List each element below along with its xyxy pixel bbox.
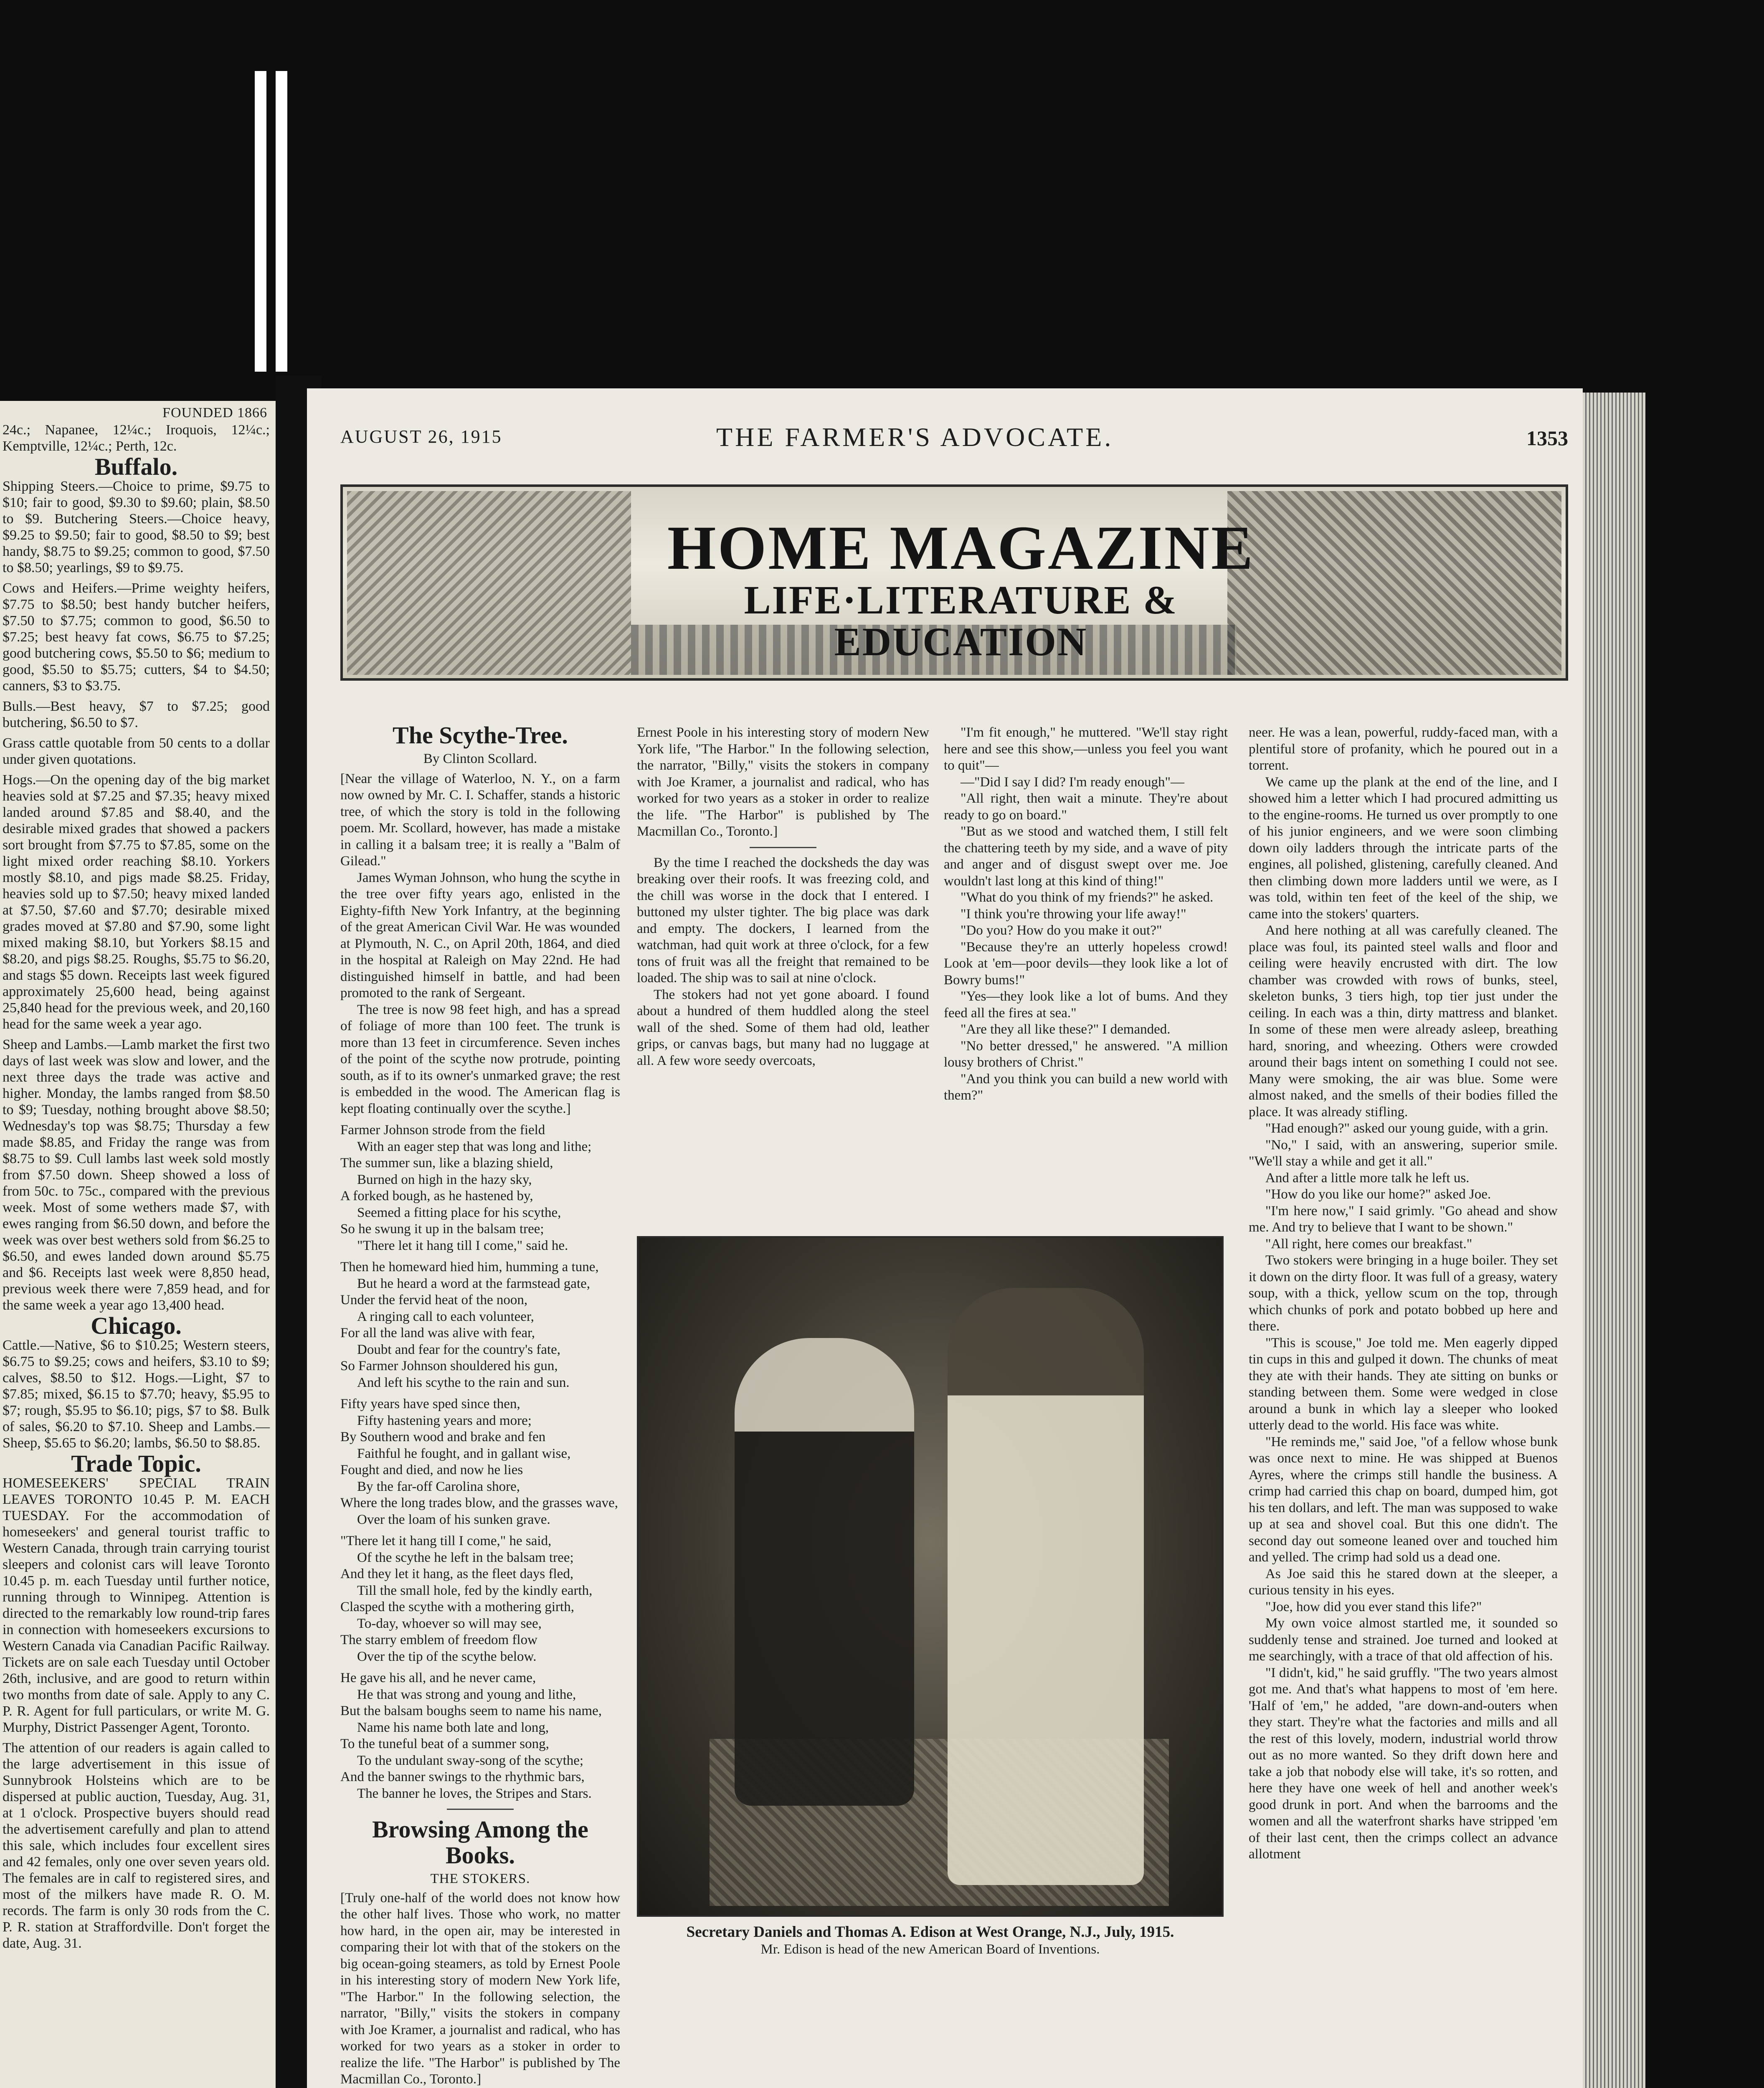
story-paragraph: "I didn't, kid," he said gruffly. "The two years almost got me. And that's what happens to most of 'em here. 'Half of 'em," he added, "are down-and-outers when they start. They're what the factories and mills and all the rest of this lovely, modern, industrial world throw out as no more wanted. So they drift down here and take a job that nobody else will take, it's so rotten, and here they have one week of hell and another week's good drunk in port. And when the barrooms and the women and all the waterfront sharks have stripped 'em of their last cent, then the crimps collect an advance allotment <box>1249 1665 1558 1862</box>
story-paragraph: "All right, then wait a minute. They're about ready to go on board." <box>944 791 1228 823</box>
publication-title: THE FARMER'S ADVOCATE. <box>716 422 1114 452</box>
poem-stanza <box>340 1396 620 1528</box>
poem-line: So Farmer Johnson shouldered his gun, <box>340 1358 558 1373</box>
poem-line: And the banner swings to the rhythmic bars, <box>340 1769 585 1784</box>
poem-line: Fifty hastening years and more; <box>357 1413 532 1428</box>
market-paragraph: Cows and Heifers.—Prime weighty heifers, $7.75 to $8.50; best handy butcher heifers, $7.50 to $7.75; common to good, $6.50 to $7.25; best heavy fat cows, $6.75 to $7.25; good butchering cows, $5.50 to $6; medium to good, $5.50 to $5.75; cutters, $4 to $4.50; canners, $3 to $3.75. <box>3 580 270 694</box>
home-magazine-masthead <box>340 484 1568 681</box>
market-paragraph: Grass cattle quotable from 50 cents to a dollar under given quotations. <box>3 735 270 767</box>
poem-line: Fifty years have sped since then, <box>340 1396 520 1411</box>
intro-paragraph: The tree is now 98 feet high, and has a spread of foliage of more than 100 feet. The trunk is more than 13 feet in circumference. Seven inches of the point of the scythe now protrude, pointing south, as if to its owner's unmarked grave; the rest is embedded in the wood. The American flag is kept floating continually over the scythe.] <box>340 1002 620 1116</box>
poem-line: And they let it hang, as the fleet days fled, <box>340 1566 574 1581</box>
article-subtitle: THE STOKERS. <box>430 1871 530 1886</box>
story-paragraph: "He reminds me," said Joe, "of a fellow whose bunk was once next to mine. He was shipped at Buenos Ayres, where the crimps still handle the business. A crimp had carried this chap on board, dumped him, got his ten dollars, and left. The man was supposed to wake up at sea and shovel coal. But this one didn't. The second day out someone leaned over and touched him and yelled. The crimp had sold us a dead one. <box>1249 1434 1558 1565</box>
poem-line: And left his scythe to the rain and sun. <box>357 1375 570 1390</box>
poem-line: To-day, whoever so will may see, <box>357 1616 542 1631</box>
poem-line: Then he homeward hied him, humming a tune, <box>340 1259 599 1275</box>
story-paragraph: "Do you? How do you make it out?" <box>961 923 1162 938</box>
seated-man-dark-suit <box>735 1338 914 1806</box>
story-paragraph: "What do you think of my friends?" he asked. <box>961 890 1214 905</box>
story-paragraph: "How do you like our home?" asked Joe. <box>1265 1187 1491 1202</box>
poem-line: He gave his all, and he never came, <box>340 1670 536 1685</box>
magazine-page <box>307 388 1583 2088</box>
market-paragraph: Cattle.—Native, $6 to $10.25; Western steers, $6.75 to $9.25; cows and heifers, $3.10 to $9; calves, $8.50 to $12. Hogs.—Light, $7 to $7.85; mixed, $6.15 to $7.70; heavy, $5.95 to $7; rough, $5.95 to $6.10; pigs, $7 to $8. Bulk of sales, $6.20 to $7.10. Sheep and Lambs.—Sheep, $5.65 to $6.20; lambs, $6.50 to $8.85. <box>3 1338 270 1451</box>
section-heading-buffalo: Buffalo. <box>94 453 178 480</box>
poem-line: Doubt and fear for the country's fate, <box>357 1342 561 1357</box>
page-number: 1353 <box>1526 426 1568 450</box>
story-paragraph: We came up the plank at the end of the line, and I showed him a letter which I had procured admitting us to the engine-rooms. He turned us over promptly to one of his junior engineers, and we were soon climbing down oily ladders through the intricate parts of the engines, all polished, glistening, carefully cleaned. And then climbing down more ladders until we were, as I was told, within ten feet of the keel of the ship, we came into the stokers' quarters. <box>1249 774 1558 922</box>
section-rule <box>447 1809 514 1810</box>
column-4 <box>1249 725 1558 1863</box>
poem-stanza <box>340 1670 620 1802</box>
story-paragraph: My own voice almost startled me, it sounded so suddenly tense and strained. Joe turned and looked at me searchingly, with a trace of that old affection of his. <box>1249 1616 1558 1664</box>
poem-line: Till the small hole, fed by the kindly earth, <box>357 1583 593 1598</box>
story-paragraph: "Are they all like these?" I demanded. <box>961 1022 1171 1037</box>
poem-line: By the far-off Carolina shore, <box>357 1479 520 1494</box>
story-paragraph: "I think you're throwing your life away!" <box>961 906 1186 922</box>
poem-line: For all the land was alive with fear, <box>340 1325 535 1340</box>
left-page-folio: FOUNDED 1866 <box>162 405 267 421</box>
story-paragraph: "No better dressed," he answered. "A million lousy brothers of Christ." <box>944 1038 1228 1070</box>
article-title: Browsing Among the Books. <box>372 1816 588 1869</box>
story-paragraph: The stokers had not yet gone aboard. I found about a hundred of them huddled along the steel wall of the shed. Some of them had old, leather grips, or canvas bags, but many had no luggage at all. A few wore seedy overcoats, <box>637 987 929 1068</box>
poem-line: A forked bough, as he hastened by, <box>340 1188 533 1204</box>
story-paragraph: "Joe, how did you ever stand this life?" <box>1265 1599 1482 1614</box>
market-paragraph: The attention of our readers is again called to the large advertisement in this issue of Sunnybrook Holsteins which are to be dispersed at public auction, Tuesday, Aug. 31, at 1 o'clock. Prospective buyers should read the advertisement carefully and plan to attend this sale, which includes four excellent sires and 42 females, only one over seven years old. The females are in calf to registered sires, and most of the milkers have made R. O. M. records. The farm is only 30 rods from the C. P. R. station at Straffordville. Don't forget the date, Aug. 31. <box>3 1740 270 1951</box>
edison-daniels-photograph <box>637 1236 1224 1917</box>
poem-line: But the balsam boughs seem to name his name, <box>340 1703 602 1718</box>
article-title: The Scythe-Tree. <box>393 722 568 749</box>
story-paragraph: neer. He was a lean, powerful, ruddy-faced man, with a plentiful store of profanity, which he poured out in a torrent. <box>1249 725 1558 773</box>
story-paragraph: Two stokers were bringing in a huge boiler. They set it down on the dirty floor. It was full of a greasy, watery soup, with a thick, yellow scum on the top, through which chunks of pork and potato bobbed up here and there. <box>1249 1253 1558 1334</box>
section-rule <box>750 847 816 848</box>
market-paragraph: Sheep and Lambs.—Lamb market the first two days of last week was slow and lower, and the next three days the trade was active and higher. Monday, the lambs ranged from $8.50 to $9; Tuesday, nothing brought above $8.50; Wednesday's top was $8.75; Thursday a few made $8.85, and Friday the range was from $8.75 to $9. Cull lambs last week sold mostly from $7.50 down. Sheep showed a loss of from 50c. to 75c., compared with the previous week. Most of some wethers made $7, with ewes ranging from $6.50 down, and before the week was over best wethers sold from $6.25 to $6.50, and ewes landed down around $5.75 and $6. Receipts last week were 8,850 head, previous week there were 7,859 head, and for the same week a year ago 13,400 head. <box>3 1037 270 1313</box>
poem-line: Over the loam of his sunken grave. <box>357 1512 550 1527</box>
column-2 <box>637 725 929 1069</box>
photo-caption: Secretary Daniels and Thomas A. Edison at West Orange, N.J., July, 1915. <box>686 1923 1174 1941</box>
poem-stanza <box>340 1533 620 1665</box>
story-paragraph: "Yes—they look like a lot of bums. And they feed all the fires at sea." <box>944 989 1228 1021</box>
film-edge-mark <box>276 71 287 372</box>
poem-line: Fought and died, and now he lies <box>340 1462 523 1477</box>
poem-line: Farmer Johnson strode from the field <box>340 1123 545 1138</box>
column-3 <box>944 725 1228 1104</box>
cottage-illustration <box>347 491 631 675</box>
story-paragraph: Ernest Poole in his interesting story of modern New York life, "The Harbor." In the following selection, the narrator, "Billy," visits the stokers in company with Joe Kramer, a journalist and radical, who has worked for two years as a stoker in order to realize the life. "The Harbor" is published by The Macmillan Co., Toronto.] <box>637 725 929 839</box>
left-facing-page <box>0 401 280 2088</box>
section-heading-trade-topic: Trade Topic. <box>71 1450 201 1477</box>
story-paragraph: And after a little more talk he left us. <box>1265 1170 1470 1186</box>
story-paragraph: —"Did I say I did? I'm ready enough"— <box>961 774 1185 790</box>
poem-line: The banner he loves, the Stripes and Stars. <box>357 1786 592 1801</box>
story-paragraph: As Joe said this he stared down at the sleeper, a curious tensity in his eyes. <box>1249 1566 1558 1598</box>
poem-line: Seemed a fitting place for his scythe, <box>357 1205 561 1220</box>
poem-line: Burned on high in the hazy sky, <box>357 1172 532 1187</box>
intro-paragraph: [Near the village of Waterloo, N. Y., on a farm now owned by Mr. C. I. Schaffer, stands a historic tree, of which the story is told in the following poem. Mr. Scollard, however, has made a mistake in calling it a balsam tree; it is really a "Balm of Gilead." <box>340 771 620 869</box>
market-paragraph: Shipping Steers.—Choice to prime, $9.75 to $10; fair to good, $9.30 to $9.60; plain, $8.50 to $9. Butchering Steers.—Choice heavy, $9.25 to $9.50; fair to good, $8.50 to $9; best handy, $8.75 to $9.25; common to good, $7.50 to $8.50; yearlings, $9 to $9.75. <box>3 479 270 575</box>
seated-man-white-suit <box>948 1288 1144 1885</box>
poem <box>340 1122 620 1802</box>
poem-stanza <box>340 1122 620 1254</box>
story-paragraph: "This is scouse," Joe told me. Men eagerly dipped tin cups in this and gulped it down. The chunks of meat they ate with their hands. They ate sitting on bunks or standing between them. Some were wedged in close around a bunk in which lay a sleeper who looked utterly dead to the world. His face was white. <box>1249 1335 1558 1433</box>
column-1 <box>340 722 620 2088</box>
poem-line: A ringing call to each volunteer, <box>357 1309 534 1324</box>
poem-line: By Southern wood and brake and fen <box>340 1429 546 1444</box>
story-paragraph: "Had enough?" asked our young guide, with a grin. <box>1265 1121 1549 1136</box>
page-edges <box>1583 393 1645 2088</box>
story-paragraph: "All right, here comes our breakfast." <box>1265 1236 1473 1252</box>
story-paragraph: "And you think you can build a new world with them?" <box>944 1071 1228 1103</box>
intro-paragraph: James Wyman Johnson, who hung the scythe in the tree over fifty years ago, enlisted in the Eighty-fifth New York Infantry, at the beginning of the great American Civil War. He was wounded at Plymouth, N. C., on April 20th, 1864, and died in the hospital at Raleigh on May 22nd. He had distinguished himself in battle, and had been promoted to the rank of Sergeant. <box>340 870 620 1001</box>
article-byline: By Clinton Scollard. <box>423 751 537 766</box>
masthead-line-2: LIFE·LITERATURE & <box>744 578 1178 622</box>
story-paragraph: "Because they're an utterly hopeless crowd! Look at 'em—poor devils—they look like a lot of Bowry bums!" <box>944 939 1228 988</box>
poem-line: Where the long trades blow, and the grasses wave, <box>340 1495 618 1510</box>
poem-line: Clasped the scythe with a mothering girth, <box>340 1599 574 1614</box>
poem-line: The starry emblem of freedom flow <box>340 1632 537 1647</box>
poem-line: Of the scythe he left in the balsam tree; <box>357 1550 574 1565</box>
poem-stanza <box>340 1259 620 1391</box>
poem-line: Under the fervid heat of the noon, <box>340 1292 528 1308</box>
masthead-line-1: HOME MAGAZINE <box>667 513 1255 583</box>
poem-line: Name his name both late and long, <box>357 1720 549 1735</box>
story-paragraph: And here nothing at all was carefully cleaned. The place was foul, its painted steel walls and floor and ceiling were heavily encrusted with dirt. The low chamber was crowded with rows of bunks, steel, skeleton bunks, 3 tiers high, top tier just under the ceiling. In each was a thin, dirty mattress and blanket. In some of these men were already asleep, breathing hard, snoring, and wheezing. Others were crowded around their bags intent on something I could not see. Many were smoking, the air was blue. Some were almost naked, and the smells of their bodies filled the place. It was already stifling. <box>1249 923 1558 1120</box>
poem-line: Faithful he fought, and in gallant wise, <box>357 1446 571 1461</box>
photo-subcaption: Mr. Edison is head of the new American Board of Inventions. <box>760 1942 1100 1957</box>
story-paragraph: "But as we stood and watched them, I still felt the chattering teeth by my side, and a wave of pity and anger and of disgust swept over me. Joe wouldn't last long at this kind of thing!" <box>944 824 1228 889</box>
poem-line: "There let it hang till I come," said he. <box>357 1238 568 1253</box>
poem-line: With an eager step that was long and lithe; <box>357 1139 592 1154</box>
market-paragraph: 24c.; Napanee, 12¼c.; Iroquois, 12¼c.; Kemptville, 12¼c.; Perth, 12c. <box>3 422 270 454</box>
masthead-line-3: EDUCATION <box>834 619 1088 664</box>
poem-line: So he swung it up in the balsam tree; <box>340 1221 544 1237</box>
market-paragraph: HOMESEEKERS' SPECIAL TRAIN LEAVES TORONTO 10.45 P. M. EACH TUESDAY. For the accommodation of homeseekers' and general tourist traffic to Western Canada, through train carrying tourist sleepers and colonist cars will leave Toronto 10.45 p. m. each Tuesday until further notice, running through to Winnipeg. Attention is directed to the remarkably low round-trip fares in connection with homeseekers excursions to Western Canada via Canadian Pacific Railway. Tickets are on sale each Tuesday until October 26th, inclusive, and are good to return within two months from date of sale. Apply to any C. P. R. Agent for full particulars, or write M. G. Murphy, District Passenger Agent, Toronto. <box>3 1475 270 1735</box>
poem-line: "There let it hang till I come," he said, <box>340 1533 552 1548</box>
section-heading-chicago: Chicago. <box>91 1312 182 1339</box>
poem-line: He that was strong and young and lithe, <box>357 1687 576 1702</box>
poem-line: Over the tip of the scythe below. <box>357 1649 537 1664</box>
story-paragraph: By the time I reached the docksheds the day was breaking over their roofs. It was freezing cold, and the chill was worse in the dock that I entered. I buttoned my ulster tighter. The big place was dark and empty. The dockers, I learned from the watchman, had quit work at three o'clock, for a few tons of fruit was all the freight that remained to be loaded. The ship was to sail at nine o'clock. <box>637 855 929 986</box>
film-edge-mark <box>255 71 266 372</box>
poem-line: To the tuneful beat of a summer song, <box>340 1736 549 1751</box>
market-paragraph: Bulls.—Best heavy, $7 to $7.25; good butchering, $6.50 to $7. <box>3 699 270 730</box>
intro-paragraph: [Truly one-half of the world does not know how the other half lives. Those who work, no matter how hard, in the open air, may be interested in comparing their lot with that of the stokers on the big ocean-going steamers, as told by Ernest Poole in his interesting story of modern New York life, "The Harbor." In the following selection, the narrator, "Billy," visits the stokers in company with Joe Kramer, a journalist and radical, who has worked for two years as a stoker in order to realize the life. "The Harbor" is published by The Macmillan Co., Toronto.] <box>340 1890 620 2087</box>
poem-line: But he heard a word at the farmstead gate, <box>357 1276 591 1291</box>
story-paragraph: "No," I said, with an answering, superior smile. "We'll stay a while and get it all." <box>1249 1137 1558 1169</box>
market-report-text <box>3 422 270 1956</box>
story-paragraph: "I'm here now," I said grimly. "Go ahead and show me. And try to believe that I want to be shown." <box>1249 1203 1558 1235</box>
issue-date: AUGUST 26, 1915 <box>340 426 502 447</box>
poem-line: To the undulant sway-song of the scythe; <box>357 1753 584 1768</box>
story-paragraph: "I'm fit enough," he muttered. "We'll stay right here and see this show,—unless you feel you want to quit"— <box>944 725 1228 773</box>
poem-line: The summer sun, like a blazing shield, <box>340 1155 553 1171</box>
market-paragraph: Hogs.—On the opening day of the big market heavies sold at $7.25 and $7.35; heavy mixed landed around $7.85 and $8.40, and the desirable mixed grades that showed a packers sort brought from $7.75 to $7.85, some on the light mixed order reaching $8.10. Yorkers mostly $8.10, and pigs made $8.25. Friday, heavies sold up to $7.50; heavy mixed landed at $7.50, $7.60 and $7.70; desirable mixed grades moved at $7.80 and $7.90, some light mixed making $8.10, but Yorkers $8.15 and $8.20, and pigs $8.25. Roughs, $5.75 to $6.20, and stags $5 down. Receipts last week figured approximately 25,600 head, being against 25,840 head for the previous week, and 20,160 head for the same week a year ago. <box>3 772 270 1032</box>
